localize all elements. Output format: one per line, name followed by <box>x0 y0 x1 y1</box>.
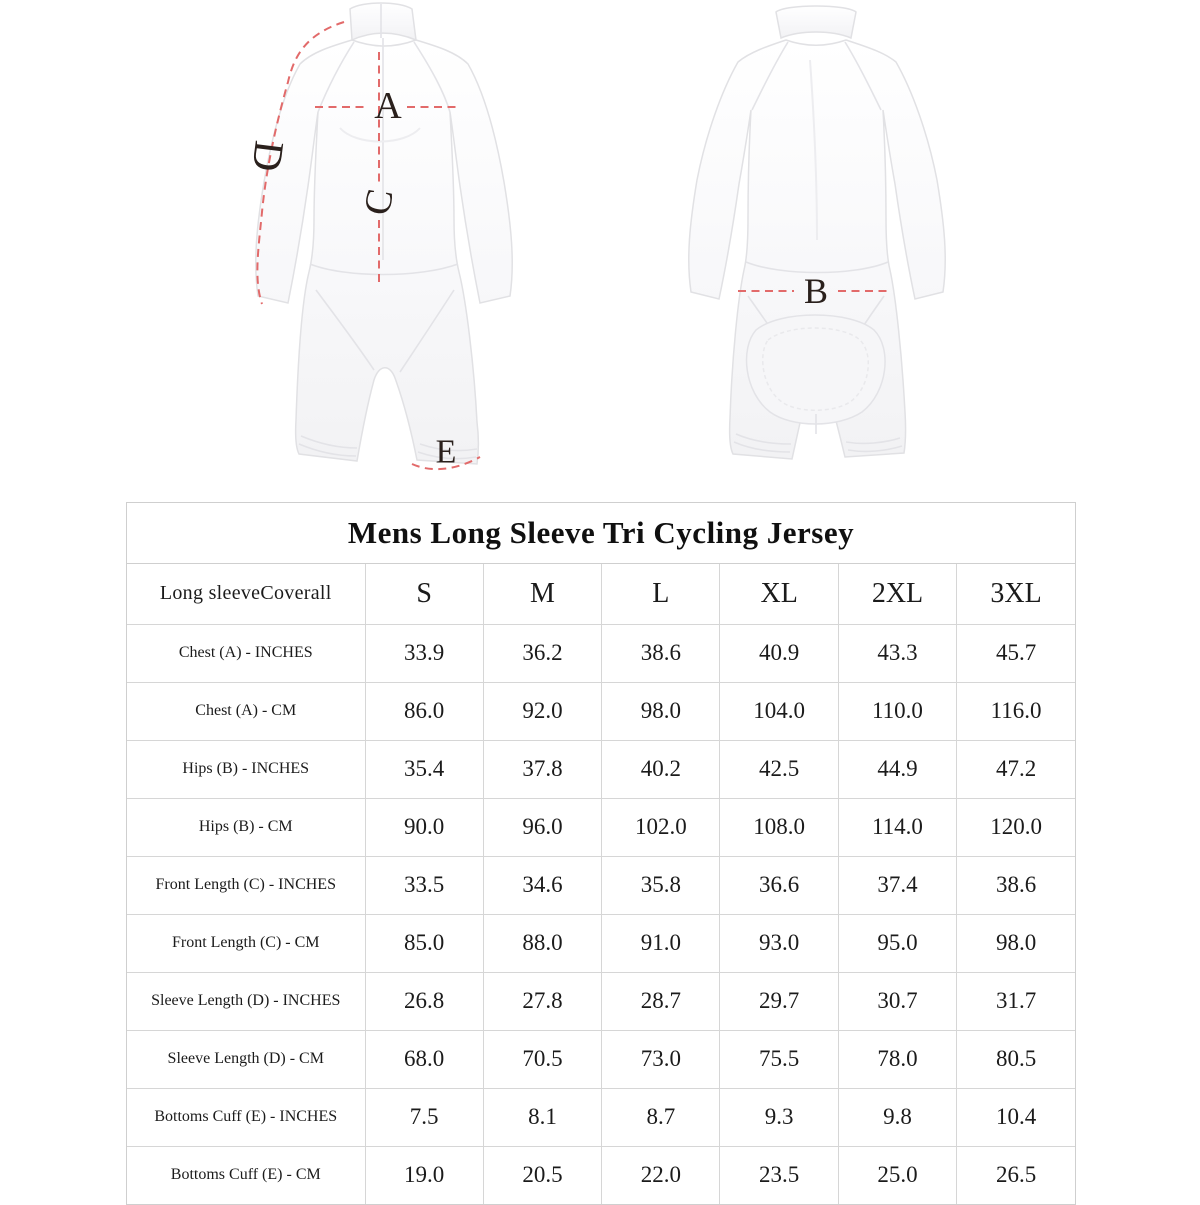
table-row <box>127 1030 1075 1088</box>
size-value-cell: 73.0 <box>602 1030 720 1088</box>
size-value-cell: 42.5 <box>720 740 838 798</box>
size-value-cell: 98.0 <box>957 914 1075 972</box>
table-row <box>127 856 1075 914</box>
size-value-cell: 23.5 <box>720 1146 838 1204</box>
size-value-cell: 104.0 <box>720 682 838 740</box>
size-value-cell: 37.4 <box>838 856 956 914</box>
size-value-cell: 93.0 <box>720 914 838 972</box>
size-value-cell: 36.2 <box>483 624 601 682</box>
size-value-cell: 9.3 <box>720 1088 838 1146</box>
row-header-cell: Long sleeveCoverall <box>127 564 365 624</box>
row-label-cell: Chest (A) - CM <box>127 682 365 740</box>
size-value-cell: 68.0 <box>365 1030 483 1088</box>
size-value-cell: 75.5 <box>720 1030 838 1088</box>
label-C-front-length: C <box>356 185 402 219</box>
size-value-cell: 28.7 <box>602 972 720 1030</box>
size-column-header-2xl: 2XL <box>838 564 956 624</box>
size-value-cell: 33.9 <box>365 624 483 682</box>
size-value-cell: 8.1 <box>483 1088 601 1146</box>
size-value-cell: 30.7 <box>838 972 956 1030</box>
size-value-cell: 33.5 <box>365 856 483 914</box>
size-value-cell: 108.0 <box>720 798 838 856</box>
row-label-cell: Bottoms Cuff (E) - INCHES <box>127 1088 365 1146</box>
size-value-cell: 120.0 <box>957 798 1075 856</box>
size-value-cell: 45.7 <box>957 624 1075 682</box>
size-value-cell: 31.7 <box>957 972 1075 1030</box>
label-B-hips: B <box>803 271 829 311</box>
row-label-cell: Front Length (C) - CM <box>127 914 365 972</box>
size-value-cell: 26.5 <box>957 1146 1075 1204</box>
front-collar <box>350 3 416 40</box>
size-value-cell: 34.6 <box>483 856 601 914</box>
front-view-illustration <box>256 3 512 464</box>
back-view-illustration <box>689 6 945 459</box>
table-row <box>127 624 1075 682</box>
size-column-header-s: S <box>365 564 483 624</box>
size-value-cell: 40.9 <box>720 624 838 682</box>
size-value-cell: 85.0 <box>365 914 483 972</box>
size-column-header-3xl: 3XL <box>957 564 1075 624</box>
size-table-grid <box>127 564 1075 1204</box>
size-value-cell: 86.0 <box>365 682 483 740</box>
size-value-cell: 19.0 <box>365 1146 483 1204</box>
row-label-cell: Hips (B) - CM <box>127 798 365 856</box>
size-value-cell: 47.2 <box>957 740 1075 798</box>
size-value-cell: 90.0 <box>365 798 483 856</box>
table-row <box>127 914 1075 972</box>
size-column-header-l: L <box>602 564 720 624</box>
size-value-cell: 25.0 <box>838 1146 956 1204</box>
size-value-cell: 102.0 <box>602 798 720 856</box>
size-value-cell: 27.8 <box>483 972 601 1030</box>
size-value-cell: 37.8 <box>483 740 601 798</box>
table-row <box>127 740 1075 798</box>
size-value-cell: 8.7 <box>602 1088 720 1146</box>
size-value-cell: 38.6 <box>957 856 1075 914</box>
size-value-cell: 35.4 <box>365 740 483 798</box>
table-row <box>127 798 1075 856</box>
size-value-cell: 92.0 <box>483 682 601 740</box>
size-value-cell: 40.2 <box>602 740 720 798</box>
size-value-cell: 44.9 <box>838 740 956 798</box>
size-value-cell: 38.6 <box>602 624 720 682</box>
garment-measurement-diagram <box>0 0 1200 497</box>
row-label-cell: Chest (A) - INCHES <box>127 624 365 682</box>
size-value-cell: 80.5 <box>957 1030 1075 1088</box>
size-value-cell: 116.0 <box>957 682 1075 740</box>
row-label-cell: Sleeve Length (D) - CM <box>127 1030 365 1088</box>
table-row <box>127 972 1075 1030</box>
size-value-cell: 70.5 <box>483 1030 601 1088</box>
size-value-cell: 110.0 <box>838 682 956 740</box>
size-column-header-m: M <box>483 564 601 624</box>
size-value-cell: 95.0 <box>838 914 956 972</box>
table-row <box>127 682 1075 740</box>
size-value-cell: 9.8 <box>838 1088 956 1146</box>
row-label-cell: Sleeve Length (D) - INCHES <box>127 972 365 1030</box>
size-value-cell: 26.8 <box>365 972 483 1030</box>
row-label-cell: Bottoms Cuff (E) - CM <box>127 1146 365 1204</box>
size-value-cell: 43.3 <box>838 624 956 682</box>
size-value-cell: 96.0 <box>483 798 601 856</box>
row-label-cell: Front Length (C) - INCHES <box>127 856 365 914</box>
table-row <box>127 1088 1075 1146</box>
size-value-cell: 22.0 <box>602 1146 720 1204</box>
size-value-cell: 35.8 <box>602 856 720 914</box>
size-value-cell: 88.0 <box>483 914 601 972</box>
table-row <box>127 1146 1075 1204</box>
size-value-cell: 78.0 <box>838 1030 956 1088</box>
size-value-cell: 36.6 <box>720 856 838 914</box>
size-chart-table <box>126 502 1076 1205</box>
size-column-header-xl: XL <box>720 564 838 624</box>
size-value-cell: 7.5 <box>365 1088 483 1146</box>
size-value-cell: 29.7 <box>720 972 838 1030</box>
table-header-row <box>127 564 1075 624</box>
table-title: Mens Long Sleeve Tri Cycling Jersey <box>127 503 1075 564</box>
size-value-cell: 20.5 <box>483 1146 601 1204</box>
label-D-sleeve-length: D <box>242 138 292 174</box>
size-value-cell: 98.0 <box>602 682 720 740</box>
label-A-chest: A <box>374 85 402 127</box>
back-collar <box>776 6 856 38</box>
row-label-cell: Hips (B) - INCHES <box>127 740 365 798</box>
size-value-cell: 10.4 <box>957 1088 1075 1146</box>
label-E-bottoms-cuff: E <box>435 433 457 471</box>
size-value-cell: 114.0 <box>838 798 956 856</box>
size-value-cell: 91.0 <box>602 914 720 972</box>
